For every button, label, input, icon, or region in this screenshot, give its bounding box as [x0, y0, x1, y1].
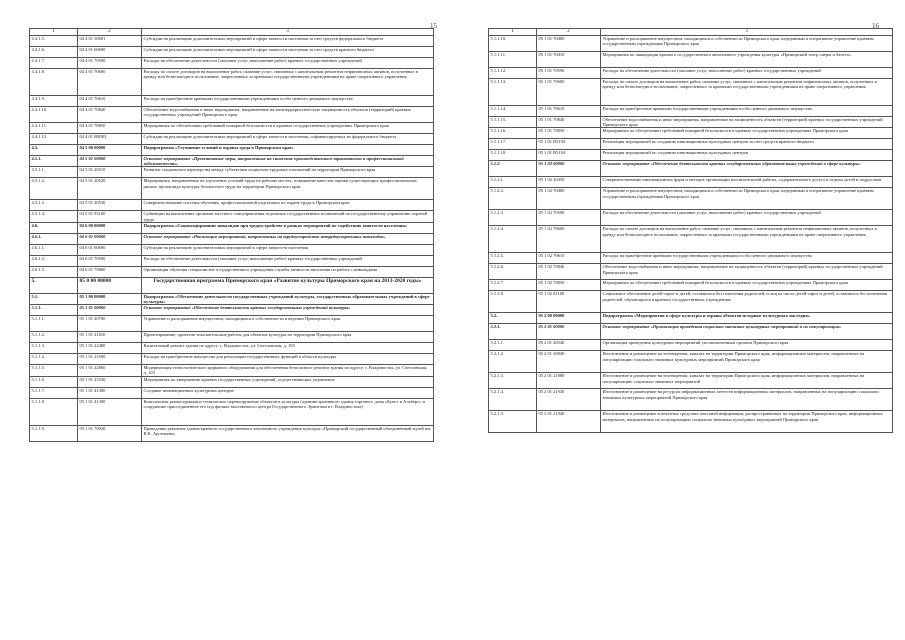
description-cell: Развитие социального партнерства между субъектами социально-трудовых отношений на территории Приморского края [142, 167, 434, 178]
table-row [30, 277, 434, 293]
table-row [30, 96, 434, 107]
table-row [30, 167, 434, 178]
row-number-cell: 5.1.1.7. [30, 387, 78, 398]
classification-code-cell: 05 2 01 21880 [537, 373, 601, 389]
table-row [489, 280, 893, 291]
table-row [489, 351, 893, 373]
classification-code-cell: 04 4 01 70850 [78, 123, 142, 134]
table-row [30, 376, 434, 387]
row-number-cell: 4.4.1.10. [30, 107, 78, 123]
classification-code-cell: 04 5 00 00000 [78, 145, 142, 156]
table-row [30, 316, 434, 332]
description-cell: Расходы по оплате договоров на выполнение работ, оказание услуг, связанных с капитальным ремонтом нефинансовых активов, полученных в аренду или безвозмездное пользование, закрепленных за краевыми государственными учреждениями на праве оперативного управления [601, 226, 893, 253]
row-number-cell: 5.1.1.8. [30, 398, 78, 425]
page-number-right: 16 [872, 22, 879, 30]
table-row [489, 389, 893, 411]
classification-code-cell: 05 1 01 22860 [78, 365, 142, 376]
row-number-cell: 4.5. [30, 145, 78, 156]
description-cell: Расходы по оплате договоров на выполнение работ, оказание услуг, связанных с капитальным ремонтом нефинансовых активов, полученных в аренду или безвозмездное пользование, закрепленных за краевыми государственными учреждениями на праве оперативного управления [601, 79, 893, 106]
description-cell: Создание инновационных культурных центров [142, 387, 434, 398]
row-number-cell: 5.2.1.1. [489, 340, 537, 351]
row-number-cell: 5.1.2.4. [489, 226, 537, 253]
description-cell: Обеспечение водоснабжения и иные мероприятия, направленные на защищенность объектов (территорий) краевых государственных учреждений Приморского края [601, 117, 893, 128]
table-row [30, 200, 434, 211]
row-number-cell: 5.1.1.1. [30, 316, 78, 332]
classification-code-cell: 04 6 00 00000 [78, 222, 142, 233]
description-cell: Субсидии на реализацию дополнительных мероприятий в сфере занятости населения [142, 244, 434, 255]
classification-code-cell: 05 1 01 22590 [78, 354, 142, 365]
table-row [30, 255, 434, 266]
row-number-cell: 5.1.2.5. [489, 253, 537, 264]
table-row [30, 387, 434, 398]
description-cell: Расходы на обеспечение деятельности (оказание услуг, выполнение работ) краевых государственных учреждений [142, 255, 434, 266]
row-number-cell: 5.1.1. [30, 305, 78, 316]
description-cell: Модернизация технологического циркового оборудования для обеспечения безопасного ремонта здания по адресу: г. Владивосток, ул. Светланская, д. 103 [142, 365, 434, 376]
description-cell: Расходы на обеспечение деятельности (оказание услуг, выполнение работ) краевых государственных учреждений [601, 68, 893, 79]
table-row [30, 398, 434, 425]
row-number-cell: 5.1.1.2. [30, 332, 78, 343]
table-row [30, 425, 434, 441]
row-number-cell: 5.1.2.2. [489, 188, 537, 210]
table-row [30, 156, 434, 167]
classification-code-cell: 05 1 01 21810 [78, 332, 142, 343]
table-row [30, 305, 434, 316]
table-row [30, 365, 434, 376]
description-cell: Подпрограмма «Улучшение условий и охраны труда в Приморском крае» [142, 145, 434, 156]
budget-classification-table-right [488, 28, 893, 433]
row-number-cell: 5.1.1.4. [30, 354, 78, 365]
description-cell: Изготовление и размещение на ресурсах информационных агентств информационных материалов, направленных на популяризацию социально значимых культурных мероприятий Приморского края [601, 389, 893, 411]
table-row [30, 134, 434, 145]
row-number-cell: 5.1.1.5. [30, 365, 78, 376]
classification-code-cell: 04 4 01 58081 [78, 36, 142, 47]
description-cell: Основное мероприятие «Превентивные меры, направленные на снижение производственного травматизма и профессиональной заболеваемости» [142, 156, 434, 167]
table-row [489, 264, 893, 280]
table-row [30, 354, 434, 365]
table-row [489, 106, 893, 117]
row-number-cell: 5.1.1.13. [489, 79, 537, 106]
table-row [489, 313, 893, 324]
table-row [489, 52, 893, 68]
table-row [489, 79, 893, 106]
classification-code-cell: 05 1 01 70410 [537, 52, 601, 68]
row-number-cell: 5. [30, 277, 78, 293]
classification-code-cell: 04 4 01 70610 [78, 96, 142, 107]
classification-code-cell: 05 1 02 70400 [537, 188, 601, 210]
description-cell: Мероприятия по обеспечению требований пожарной безопасности в краевых государственных учреждениях Приморского края [601, 280, 893, 291]
row-number-cell: 4.4.1.7. [30, 58, 78, 69]
table-row [489, 117, 893, 128]
description-cell: Субсидии на реализацию дополнительных мероприятий в сфере занятости населения, софинансируемых из федерального бюджета [142, 134, 434, 145]
description-cell: Основное мероприятие «Организация проведения социально значимых культурных мероприятий и их популяризация» [601, 324, 893, 340]
classification-code-cell: 04 5 01 00000 [78, 156, 142, 167]
description-cell: Мероприятия по обеспечению требований пожарной безопасности в краевых государственных учреждениях Приморского края [601, 128, 893, 139]
description-cell: Реализация мероприятий по созданию инновационных культурных центров [601, 150, 893, 161]
classification-code-cell: 04 6 01 60690 [78, 244, 142, 255]
description-cell: Расходы по оплате договоров на выполнение работ, оказание услуг, связанных с капитальным ремонтом нефинансовых активов, полученных в аренду или безвозмездное пользование, закрепленных за краевыми государственными учреждениями на праве оперативного управления [142, 69, 434, 96]
row-number-cell: 5.1.1.12. [489, 68, 537, 79]
classification-code-cell: 04 4 01 70840 [78, 107, 142, 123]
classification-code-cell: 05 1 01 R5194 [537, 150, 601, 161]
row-number-cell: 4.4.1.8. [30, 69, 78, 96]
row-number-cell: 4.4.1.6. [30, 47, 78, 58]
row-number-cell: 5.1.2.3. [489, 210, 537, 226]
table-header-row [489, 29, 893, 36]
row-number-cell: 4.6.1. [30, 233, 78, 244]
table-row [489, 291, 893, 313]
classification-code-cell: 04 4 01 70600 [78, 69, 142, 96]
description-cell: Организация проведения культурных мероприятий уполномоченным органом Приморского края [601, 340, 893, 351]
classification-code-cell: 05 1 01 41380 [78, 387, 142, 398]
row-number-cell: 4.6. [30, 222, 78, 233]
description-cell: Проектирование, проектно-изыскательские работы для объектов культуры на территории Приморского края [142, 332, 434, 343]
classification-code-cell: 05 1 01 70850 [537, 128, 601, 139]
table-row [489, 411, 893, 433]
description-cell: Расходы на приобретение имущества для реализации государственных функций в области культуры [142, 354, 434, 365]
description-cell: Изготовление и размещение на телевидении, каналах на территории Приморского края, информационных материалов, направленных на популяризацию социально значимых мероприятий [601, 373, 893, 389]
table-header-row [30, 29, 434, 36]
table-row [489, 128, 893, 139]
classification-code-cell: 05 2 01 21940 [537, 411, 601, 433]
classification-code-cell: 05 1 01 70600 [537, 79, 601, 106]
classification-code-cell: 05 1 02 70590 [537, 210, 601, 226]
description-cell: Подпрограмма «Социокодирование инвалидов при трудоустройстве в рамках мероприятий по содействию занятости населения» [142, 222, 434, 233]
classification-code-cell: 04 6 01 70590 [78, 255, 142, 266]
description-cell: Управление и распоряжение имуществом, находящимся в собственности Приморского края, переданным в оперативное управление краевым государственным учреждениям Приморского края [601, 36, 893, 52]
row-number-cell: 4.6.1.1. [30, 244, 78, 255]
description-cell: Государственная программа Приморского края «Развитие культуры Приморского края на 2013-2020 годы» [142, 277, 434, 293]
table-row [489, 139, 893, 150]
table-row [489, 253, 893, 264]
row-number-cell: 5.1.2.8. [489, 291, 537, 313]
row-number-cell: 5.1.1.11. [489, 52, 537, 68]
classification-code-cell: 05 2 00 00000 [537, 313, 601, 324]
classification-code-cell: 05 1 02 70850 [537, 280, 601, 291]
row-number-cell: 4.5.1.1. [30, 167, 78, 178]
description-cell: Основное мероприятие «Реализация мероприятий, направленных на трудоустройство нетрудоустроенных инвалидов» [142, 233, 434, 244]
right-page [488, 28, 893, 433]
classification-code-cell: 04 5 01 20520 [78, 178, 142, 200]
row-number-cell: 5.1.1.10. [489, 36, 537, 52]
row-number-cell: 4.5.1.2. [30, 178, 78, 200]
classification-code-cell: 05 1 01 70590 [537, 68, 601, 79]
table-row [489, 161, 893, 177]
classification-code-cell: 05 1 01 70400 [537, 36, 601, 52]
row-number-cell: 5.1.2.7. [489, 280, 537, 291]
description-cell: Реализация мероприятий по созданию инновационных культурных центров за счет средств краевого бюджета [601, 139, 893, 150]
description-cell: Расходы на приобретение краевыми государственными учреждениями особо ценного движимого имущества [142, 96, 434, 107]
row-number-cell: 4.5.1.4. [30, 211, 78, 222]
classification-code-cell: 05 0 00 00000 [78, 277, 142, 293]
row-number-cell: 4.6.1.2. [30, 255, 78, 266]
row-number-cell: 4.4.1.9. [30, 96, 78, 107]
table-row [489, 188, 893, 210]
row-number-cell: 4.4.1.12. [30, 134, 78, 145]
description-cell: Управление и распоряжение имуществом, находящимся в собственности Приморского края, переданным в оперативное управление краевым государственным учреждениям Приморского края [601, 188, 893, 210]
classification-code-cell: 05 1 01 70610 [537, 106, 601, 117]
description-cell: Изготовление и размещение в печатных средствах массовой информации, распространяемых на территории Приморского края, информационных материалов, направленных на популяризацию социально значимых культурных мероприятий Приморского края [601, 411, 893, 433]
row-number-cell: 4.6.1.3. [30, 266, 78, 277]
description-cell: Субвенции на выполнение органами местного самоуправления отдельных государственных полномочий по государственному управлению охраной труда [142, 211, 434, 222]
classification-code-cell: 05 1 01 00000 [78, 305, 142, 316]
classification-code-cell: 04 5 01 20530 [78, 200, 142, 211]
description-cell: Мероприятия по ликвидации краевого государственного автономного учреждения культуры «Приморский театр оперы и балета» [601, 52, 893, 68]
classification-code-cell: 05 2 01 21930 [537, 389, 601, 411]
description-cell: Обеспечение водоснабжения и иные мероприятия, направленные на защищенность объектов (территорий) краевых государственных учреждений Приморского края [601, 264, 893, 280]
table-row [30, 107, 434, 123]
row-number-cell: 5.2.1.3. [489, 373, 537, 389]
classification-code-cell: 05 2 01 20340 [537, 340, 601, 351]
row-number-cell: 5.1.2.6. [489, 264, 537, 280]
classification-code-cell: 04 5 01 93100 [78, 211, 142, 222]
table-row [30, 244, 434, 255]
description-cell: Организация обучения специалистов государственного учреждения службы занятости населения по работе с инвалидами [142, 266, 434, 277]
classification-code-cell: 05 1 01 41390 [78, 398, 142, 425]
row-number-cell: 5.1.1.14. [489, 106, 537, 117]
classification-code-cell: 05 1 02 70610 [537, 253, 601, 264]
table-row [30, 178, 434, 200]
table-row [489, 210, 893, 226]
budget-classification-table-left [29, 28, 434, 442]
classification-code-cell: 04 5 01 20510 [78, 167, 142, 178]
description-cell: Расходы на приобретение краевыми государственными учреждениями особо ценного движимого имущества [601, 106, 893, 117]
classification-code-cell: 05 1 02 20450 [537, 177, 601, 188]
description-cell: Проведение ремонтов здания краевого государственного автономного учреждения культуры «Приморский государственный объединенный музей им. В.К. Арсеньева» [142, 425, 434, 441]
classification-code-cell: 05 1 02 81100 [537, 291, 601, 313]
description-cell: Мероприятия, направленные на улучшение условий труда на рабочих местах, повышение качества оценки существующих профессиональных рисков, пропаганда культуры безопасного труда на территории Приморского края [142, 178, 434, 200]
row-number-cell: 5.1.1.9. [30, 425, 78, 441]
row-number-cell: 4.5.1. [30, 156, 78, 167]
classification-code-cell: 05 1 01 70020 [78, 425, 142, 441]
classification-code-cell: 05 1 01 R5194 [537, 139, 601, 150]
column-header: 1 [489, 29, 537, 36]
classification-code-cell: 04 4 01 R8083 [78, 134, 142, 145]
description-cell: Обеспечение водоснабжения и иные мероприятия, направленные на антитеррористическую защищенность объектов (территорий) краевых государственных учреждений Приморского края [142, 107, 434, 123]
description-cell: Мероприятия по завершению краевых государственных учреждений, осуществляющих управление [142, 376, 434, 387]
row-number-cell: 4.4.1.11. [30, 123, 78, 134]
classification-code-cell: 05 1 00 00000 [78, 293, 142, 304]
description-cell: Расходы на обеспечение деятельности (оказание услуг, выполнение работ) краевых государственных учреждений [601, 210, 893, 226]
description-cell: Мероприятия по обеспечению требований пожарной безопасности в краевых государственных учреждениях Приморского края [142, 123, 434, 134]
classification-code-cell: 04 6 01 70860 [78, 266, 142, 277]
row-number-cell: 5.1.2.1. [489, 177, 537, 188]
description-cell: Расходы на обеспечение деятельности (оказание услуг, выполнение работ) краевых государственных учреждений [142, 58, 434, 69]
table-row [489, 36, 893, 52]
classification-code-cell: 05 2 01 20840 [537, 351, 601, 373]
table-row [30, 47, 434, 58]
table-row [489, 373, 893, 389]
table-row [30, 69, 434, 96]
description-cell: Управление и распоряжение имуществом, находящимся в собственности и ведении Приморского края [142, 316, 434, 332]
classification-code-cell: 05 1 02 70840 [537, 264, 601, 280]
description-cell: Субсидии на реализацию дополнительных мероприятий в сфере занятости населения за счет средств федерального бюджета [142, 36, 434, 47]
classification-code-cell: 05 1 01 22480 [78, 343, 142, 354]
table-row [489, 68, 893, 79]
row-number-cell: 5.1.1.3. [30, 343, 78, 354]
classification-code-cell: 05 1 02 70600 [537, 226, 601, 253]
row-number-cell: 5.1.2. [489, 161, 537, 177]
row-number-cell: 4.5.1.3. [30, 200, 78, 211]
row-number-cell: 5.2.1. [489, 324, 537, 340]
row-number-cell: 5.2.1.5. [489, 411, 537, 433]
table-row [489, 177, 893, 188]
description-cell: Капитальный ремонт здания по адресу: г. Владивосток, ул. Светланская, д. 103 [142, 343, 434, 354]
column-header: 2 [537, 29, 601, 36]
left-page [29, 28, 434, 442]
classification-code-cell: 04 4 01 60690 [78, 47, 142, 58]
row-number-cell: 5.1.1.16. [489, 128, 537, 139]
table-row [489, 226, 893, 253]
classification-code-cell: 05 1 01 70840 [537, 117, 601, 128]
table-row [30, 145, 434, 156]
description-cell: Совершенствование системы обучения, профессиональной подготовки по охране труда в Приморском крае [142, 200, 434, 211]
classification-code-cell: 04 4 01 70590 [78, 58, 142, 69]
table-row [30, 58, 434, 69]
classification-code-cell: 05 2 01 00000 [537, 324, 601, 340]
table-row [489, 324, 893, 340]
table-row [30, 222, 434, 233]
description-cell: Комплексная реконструкция и техническое перевооружение объектов в культуры (административного здания торгового дома «Кунст и Альберс» и сооружение присоединенное его под филиал выставочного центра Государственного Эрмитажа в г. Владивостоке) [142, 398, 434, 425]
description-cell: Подпрограмма «Мероприятия в сфере культуры и охраны объектов историко-культурного наследия» [601, 313, 893, 324]
table-row [30, 211, 434, 222]
table-row [30, 36, 434, 47]
column-header: 3 [142, 29, 434, 36]
row-number-cell: 5.1.1.6. [30, 376, 78, 387]
table-row [30, 123, 434, 134]
classification-code-cell: 04 6 01 00000 [78, 233, 142, 244]
row-number-cell: 5.1.1.15. [489, 117, 537, 128]
classification-code-cell: 05 1 01 20700 [78, 316, 142, 332]
table-row [30, 332, 434, 343]
column-header: 3 [601, 29, 893, 36]
table-row [30, 266, 434, 277]
description-cell: Совершенствование инновационных форм и методов организации воспитательной работы, содержательного досуга и отдыха детей и подростков [601, 177, 893, 188]
description-cell: Социальное обеспечение детей-сирот и детей, оставшихся без попечения родителей, и лиц из числа детей-сирот и детей, оставшихся без попечения родителей, обучающихся в краевых государственных учреждениях [601, 291, 893, 313]
page-number-left: 15 [430, 22, 437, 30]
row-number-cell: 5.2. [489, 313, 537, 324]
table-row [489, 340, 893, 351]
description-cell: Основное мероприятие «Обеспечение деятельности краевых государственных образовательных учреждений в сфере культуры» [601, 161, 893, 177]
table-row [489, 150, 893, 161]
description-cell: Субсидии на реализацию дополнительных мероприятий в сфере занятости населения за счет средств краевого бюджета [142, 47, 434, 58]
column-header: 2 [78, 29, 142, 36]
row-number-cell: 5.1.1.18. [489, 150, 537, 161]
description-cell: Изготовление и размещение на телевидении, каналах на территории Приморского края, информационных материалов, направленных на популяризацию социально значимых культурных мероприятий Приморского края [601, 351, 893, 373]
column-header: 1 [30, 29, 78, 36]
table-row [30, 233, 434, 244]
row-number-cell: 5.2.1.4. [489, 389, 537, 411]
classification-code-cell: 05 1 02 00000 [537, 161, 601, 177]
table-row [30, 293, 434, 304]
row-number-cell: 5.1.1.17. [489, 139, 537, 150]
description-cell: Подпрограмма «Обеспечение деятельности государственных учреждений культуры, государственных образовательных учреждений в сфере культуры» [142, 293, 434, 304]
row-number-cell: 5.2.1.2. [489, 351, 537, 373]
row-number-cell: 5.1. [30, 293, 78, 304]
description-cell: Расходы на приобретение краевыми государственными учреждениями особо ценного движимого имущества [601, 253, 893, 264]
description-cell: Основное мероприятие «Обеспечение деятельности краевых государственных учреждений культуры» [142, 305, 434, 316]
table-row [30, 343, 434, 354]
row-number-cell: 4.4.1.5. [30, 36, 78, 47]
classification-code-cell: 05 1 01 23330 [78, 376, 142, 387]
